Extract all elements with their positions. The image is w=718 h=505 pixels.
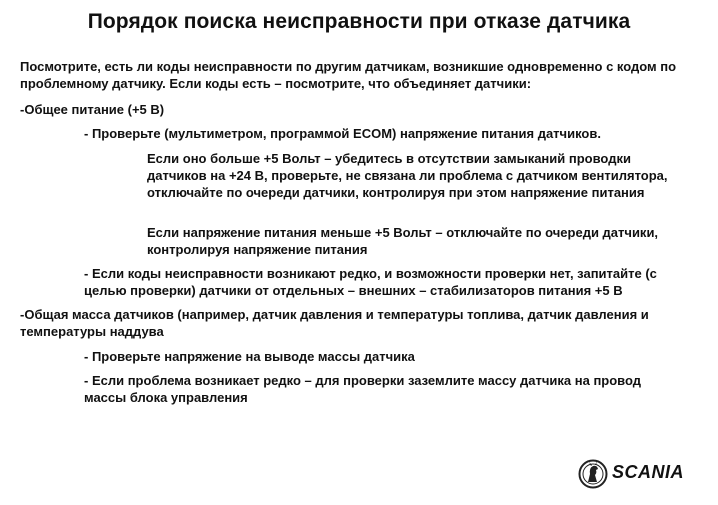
scania-wordmark: SCANIA [612, 462, 685, 482]
section1-heading: -Общее питание (+5 В) [20, 102, 165, 117]
scania-logo [578, 457, 696, 491]
griffin-icon [578, 457, 608, 491]
section1-rare: - Если коды неисправности возникают редко, и возможности проверки нет, запитайте (с целью проверки) датчики от отдельных – внешних – стабилизаторов питания +5 В [84, 266, 657, 298]
page-title: Порядок поиска неисправности при отказе датчика [87, 10, 631, 33]
section2-check: - Проверьте напряжение на выводе массы датчика [84, 349, 415, 364]
section1-case-low: Если напряжение питания меньше +5 Вольт – отключайте по очереди датчики, контролируя напряжение питания [147, 225, 659, 257]
intro-paragraph: Посмотрите, есть ли коды неисправности по другим датчикам, возникшие одновременно с кодом по проблемному датчику. Если коды есть – посмотрите, что объединяет датчики: [20, 59, 677, 91]
section2-heading: -Общая масса датчиков (например, датчик давления и температуры топлива, датчик давления и температуры наддува [20, 307, 649, 339]
section1-case-high: Если оно больше +5 Вольт – убедитесь в отсутствии замыканий проводки датчиков на +24 В, проверьте, не связана ли проблема с датчиком вентилятора, отключайте по очереди датчики, контролируя при этом напряжение питания [147, 151, 668, 200]
section2-rare: - Если проблема возникает редко – для проверки заземлите массу датчика на провод массы блока управления [84, 373, 642, 405]
section1-check: - Проверьте (мультиметром, программой ECOM) напряжение питания датчиков. [84, 126, 601, 141]
